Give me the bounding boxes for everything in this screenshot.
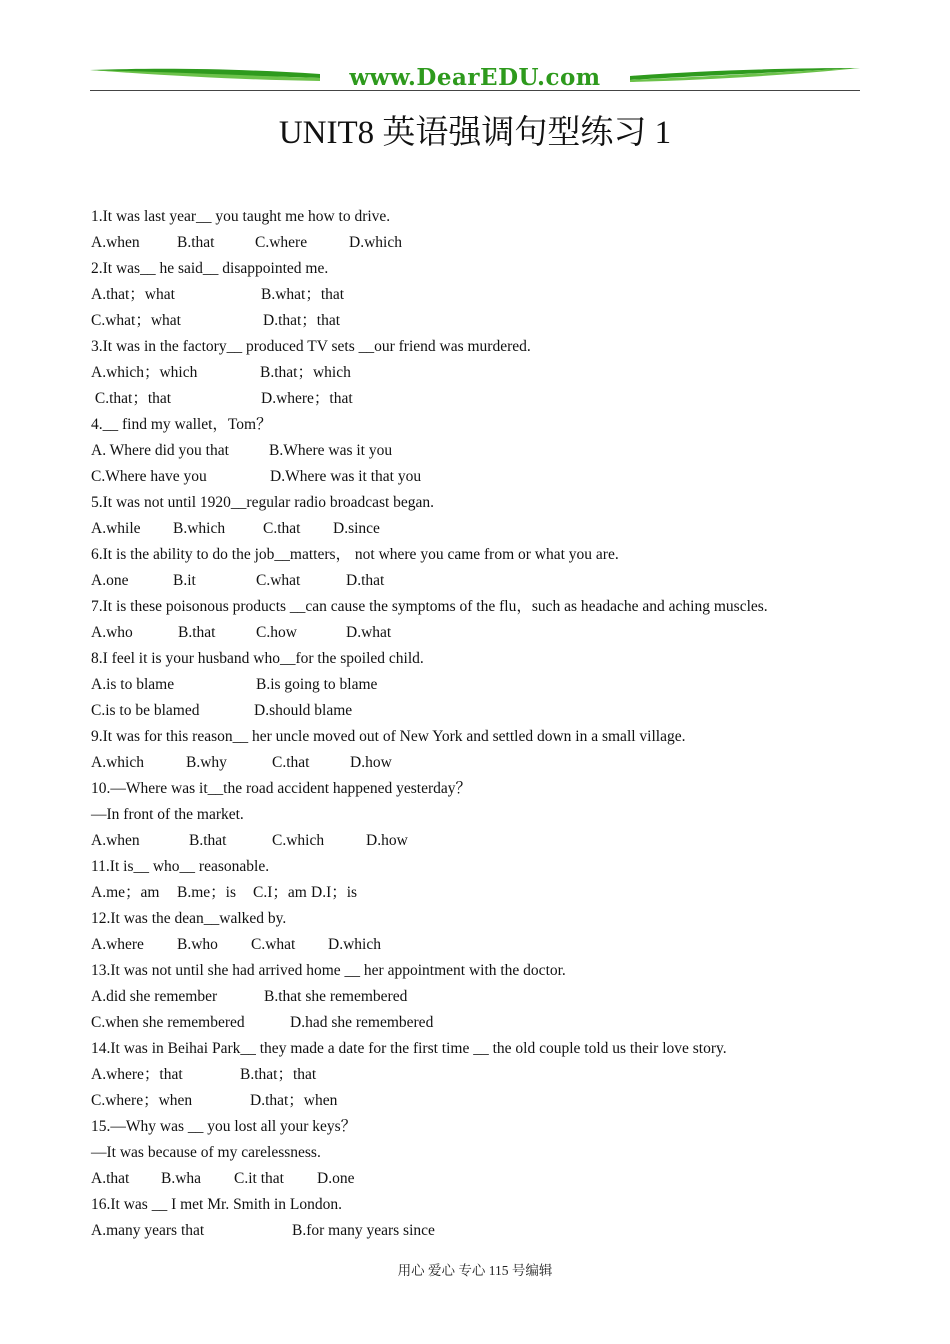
answer-option: A.many years that xyxy=(91,1222,205,1239)
answer-option: C.Where have you xyxy=(91,468,207,485)
answer-option: A.when xyxy=(91,832,140,849)
answer-option: C.that；that xyxy=(91,390,172,407)
answer-option: C.when she remembered xyxy=(91,1014,245,1031)
answer-options xyxy=(91,1064,891,1090)
question-line: 6.It is the ability to do the job__matters， not where you came from or what you are. xyxy=(91,546,619,563)
answer-option: B.for many years since xyxy=(292,1222,435,1239)
header-rule xyxy=(90,90,860,91)
answer-option: A.one xyxy=(91,572,129,589)
answer-option: A.while xyxy=(91,520,141,537)
answer-option: B.that；which xyxy=(260,364,351,381)
answer-option: B.that xyxy=(177,234,215,251)
answer-option: C.is to be blamed xyxy=(91,702,200,719)
answer-options xyxy=(91,674,891,700)
question-line: 11.It is__ who__ reasonable. xyxy=(91,858,270,875)
answer-options xyxy=(91,752,891,778)
answer-option: D.how xyxy=(350,754,392,771)
answer-option: A.that xyxy=(91,1170,130,1187)
answer-option: D.which xyxy=(328,936,381,953)
answer-option: B.that xyxy=(189,832,227,849)
answer-option: D.should blame xyxy=(254,702,353,719)
answer-option: A.who xyxy=(91,624,133,641)
question-line: 14.It was in Beihai Park__ they made a date for the first time __ the old couple told us their love story. xyxy=(91,1040,727,1057)
question-line: 8.I feel it is your husband who__for the spoiled child. xyxy=(91,650,424,667)
answer-option: A. Where did you that xyxy=(91,442,229,459)
page-title: UNIT8 英语强调句型练习 1 xyxy=(278,115,672,151)
answer-option: D.that；when xyxy=(250,1092,338,1109)
question-line: 10.—Where was it__the road accident happened yesterday？ xyxy=(91,780,472,797)
answer-option: C.that xyxy=(272,754,310,771)
answer-option: B.which xyxy=(173,520,226,537)
answer-options xyxy=(91,1012,891,1038)
answer-option: D.I；is xyxy=(311,884,358,901)
question-line: 9.It was for this reason__ her uncle moved out of New York and settled down in a small village. xyxy=(91,728,686,745)
answer-option: C.that xyxy=(263,520,301,537)
answer-option: B.what；that xyxy=(261,286,345,303)
question-line: 13.It was not until she had arrived home __ her appointment with the doctor. xyxy=(91,962,566,979)
answer-options xyxy=(91,388,891,414)
answer-options xyxy=(91,1168,891,1194)
answer-option: D.one xyxy=(317,1170,355,1187)
answer-option: A.where xyxy=(91,936,144,953)
question-list xyxy=(91,206,891,1246)
answer-option: A.which；which xyxy=(91,364,198,381)
answer-options xyxy=(91,440,891,466)
answer-option: D.that xyxy=(346,572,385,589)
question-line: 12.It was the dean__walked by. xyxy=(91,910,287,927)
answer-option: D.what xyxy=(346,624,392,641)
question-line: 3.It was in the factory__ produced TV sets __our friend was murdered. xyxy=(91,338,531,355)
question-line: 4.__ find my wallet，Tom？ xyxy=(91,416,272,433)
answer-option: B.that；that xyxy=(240,1066,317,1083)
answer-option: B.is going to blame xyxy=(256,676,378,693)
question-line: 2.It was__ he said__ disappointed me. xyxy=(91,260,329,277)
answer-options xyxy=(91,284,891,310)
answer-options xyxy=(91,518,891,544)
answer-option: B.who xyxy=(177,936,218,953)
answer-option: B.wha xyxy=(161,1170,202,1187)
answer-options xyxy=(91,1220,891,1246)
answer-option: A.me；am xyxy=(91,884,160,901)
answer-options xyxy=(91,1090,891,1116)
answer-options xyxy=(91,622,891,648)
answer-option: C.where xyxy=(255,234,308,251)
answer-option: C.how xyxy=(256,624,297,641)
answer-option: A.which xyxy=(91,754,144,771)
answer-option: C.I；am xyxy=(253,884,307,901)
answer-option: A.when xyxy=(91,234,140,251)
answer-option: A.did she remember xyxy=(91,988,218,1005)
answer-options xyxy=(91,700,891,726)
answer-option: C.which xyxy=(272,832,325,849)
question-line: 16.It was __ I met Mr. Smith in London. xyxy=(91,1196,343,1213)
answer-option: B.why xyxy=(186,754,227,771)
question-line: 7.It is these poisonous products __can cause the symptoms of the flu，such as headache and aching muscles. xyxy=(91,598,768,615)
question-line: —In front of the market. xyxy=(91,806,244,823)
question-line: —It was because of my carelessness. xyxy=(91,1144,321,1161)
answer-options xyxy=(91,310,891,336)
answer-options xyxy=(91,570,891,596)
answer-option: B.that she remembered xyxy=(264,988,408,1005)
answer-option: D.how xyxy=(366,832,408,849)
answer-option: D.since xyxy=(333,520,380,537)
answer-option: C.where；when xyxy=(91,1092,193,1109)
question-line: 15.—Why was __ you lost all your keys？ xyxy=(91,1118,357,1135)
answer-options xyxy=(91,466,891,492)
page-footer: 用心 爱心 专心 115 号编辑 xyxy=(397,1263,553,1278)
answer-options xyxy=(91,232,891,258)
question-line: 5.It was not until 1920__regular radio broadcast began. xyxy=(91,494,435,511)
answer-options xyxy=(91,362,891,388)
answer-option: D.where；that xyxy=(261,390,353,407)
answer-option: D.had she remembered xyxy=(290,1014,434,1031)
answer-option: B.it xyxy=(173,572,196,589)
question-line: 1.It was last year__ you taught me how to drive. xyxy=(91,208,391,225)
answer-option: D.which xyxy=(349,234,402,251)
answer-option: A.is to blame xyxy=(91,676,175,693)
answer-option: D.Where was it that you xyxy=(270,468,422,485)
answer-option: C.what；what xyxy=(91,312,181,329)
answer-option: C.what xyxy=(256,572,301,589)
answer-option: A.that；what xyxy=(91,286,175,303)
answer-option: B.Where was it you xyxy=(269,442,393,459)
answer-option: C.what xyxy=(251,936,296,953)
answer-option: B.me；is xyxy=(177,884,236,901)
answer-options xyxy=(91,934,891,960)
answer-options xyxy=(91,986,891,1012)
site-logo-text: www.DearEDU.com xyxy=(349,64,601,91)
answer-options xyxy=(91,882,891,908)
answer-option: A.where；that xyxy=(91,1066,183,1083)
answer-option: C.it that xyxy=(234,1170,284,1187)
answer-option: B.that xyxy=(178,624,216,641)
answer-option: D.that；that xyxy=(263,312,341,329)
answer-options xyxy=(91,830,891,856)
